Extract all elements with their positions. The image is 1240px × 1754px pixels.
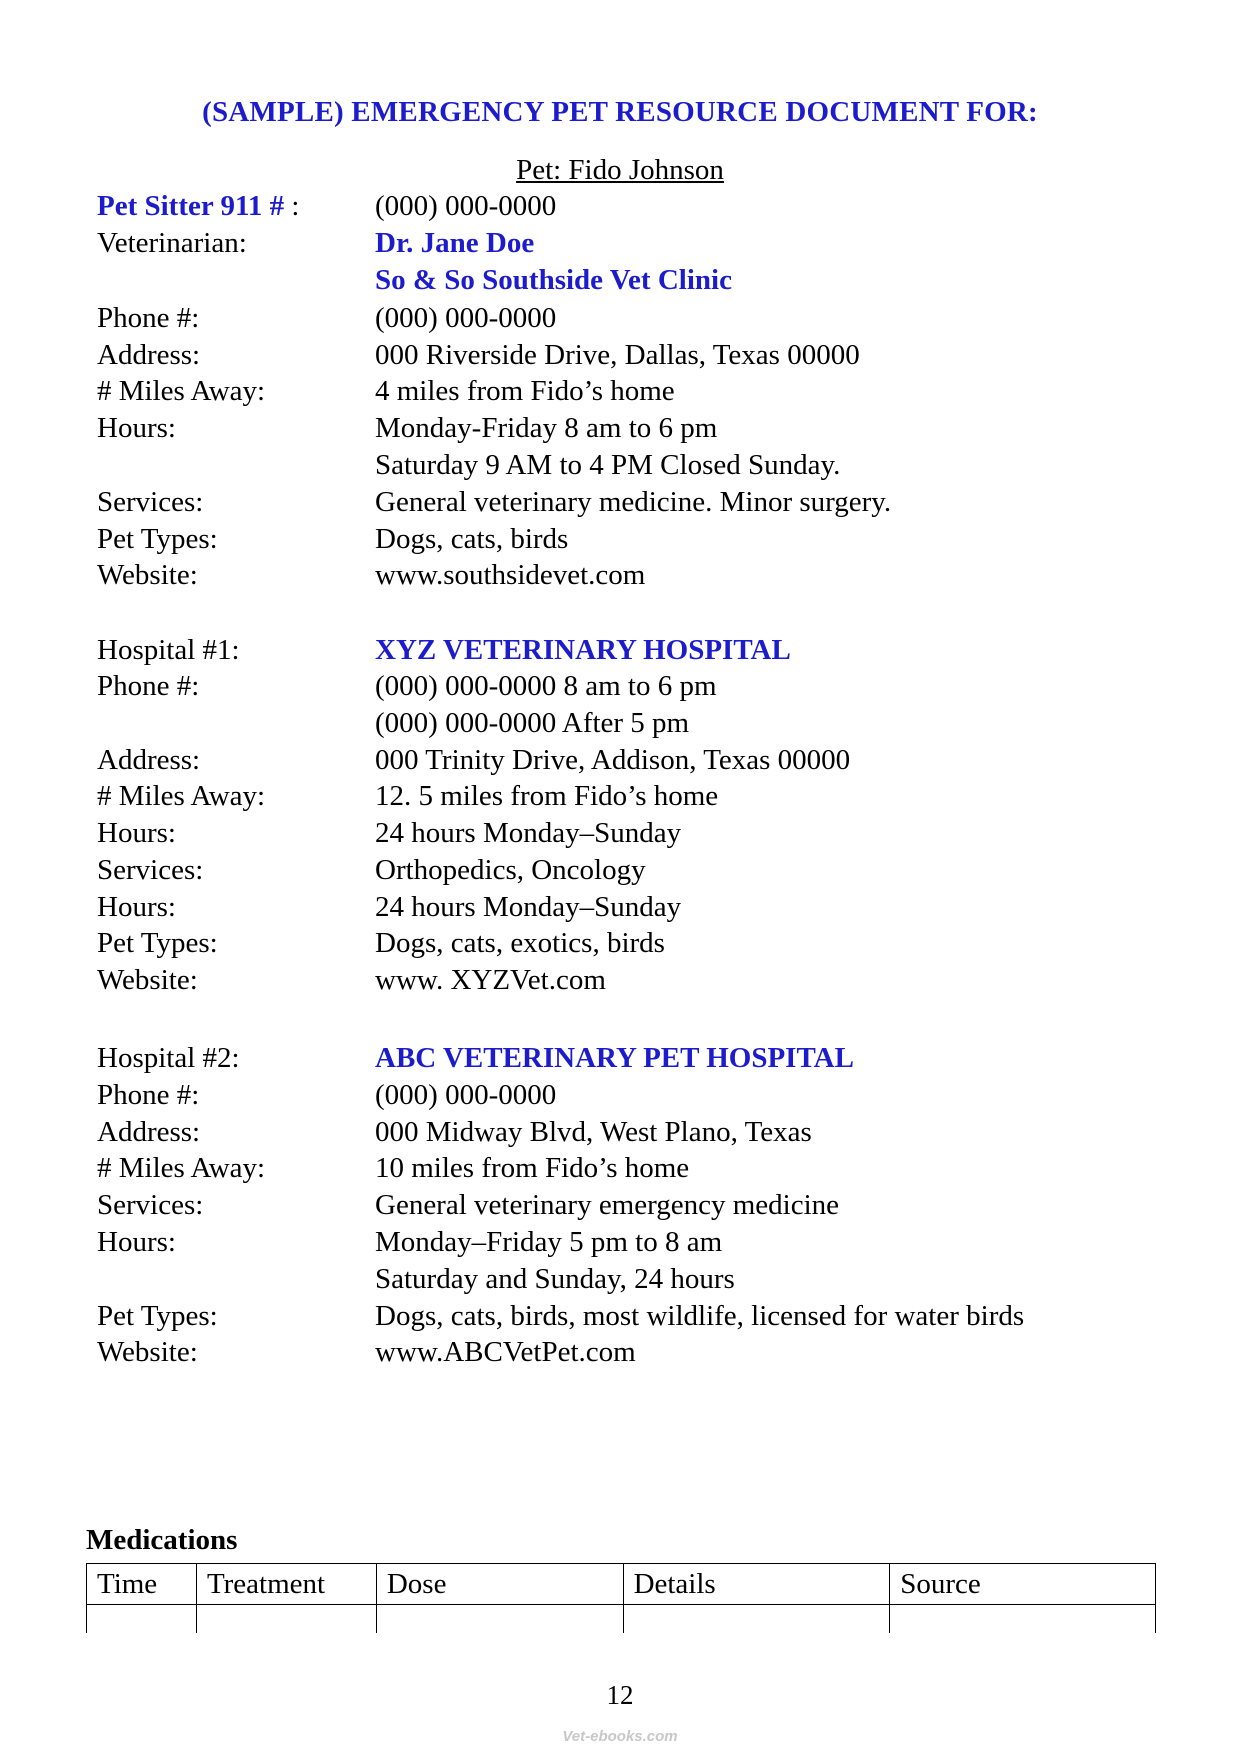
hospital-2-address-label: Address: [97,1116,201,1148]
hospital-2-services-row [97,1187,1177,1223]
hospital-1-pet-types-row [97,925,1177,961]
hospital-2-services-label: Services: [97,1189,204,1221]
vet-website-label: Website: [97,559,198,591]
hospital-2-hours-label: Hours: [97,1226,176,1258]
hospital-2-name: ABC VETERINARY PET HOSPITAL [375,1042,854,1074]
hospital-2-address: 000 Midway Blvd, West Plano, Texas [375,1116,812,1148]
vet-pet-types-row [97,521,1177,557]
column-header-dose: Dose [376,1564,623,1605]
vet-website-row [97,557,1177,593]
hospital-1-phone-row-2 [97,705,1177,741]
vet-phone-row [97,300,1177,336]
vet-services: General veterinary medicine. Minor surgery. [375,486,892,518]
hospital-1-phone-label: Phone #: [97,670,200,702]
hospital-2-phone-label: Phone #: [97,1079,200,1111]
column-header-time: Time [87,1564,197,1605]
document-title: (SAMPLE) EMERGENCY PET RESOURCE DOCUMENT FOR: [202,96,1038,128]
table-cell[interactable] [196,1605,376,1634]
table-cell[interactable] [623,1605,890,1634]
hospital-2-hours-1: Monday–Friday 5 pm to 8 am [375,1226,723,1258]
hospital-1-address-label: Address: [97,744,201,776]
hospital-1-miles-label: # Miles Away: [97,780,266,812]
vet-pet-types: Dogs, cats, birds [375,523,569,555]
hospital-1-phone-1: (000) 000-0000 8 am to 6 pm [375,670,717,702]
vet-address-row [97,337,1177,373]
vet-miles-row [97,373,1177,409]
hospital-2-miles-label: # Miles Away: [97,1152,266,1184]
hospital-2-services: General veterinary emergency medicine [375,1189,840,1221]
vet-miles: 4 miles from Fido’s home [375,375,675,407]
hospital-2-pet-types-row [97,1298,1177,1334]
hospital-1-website: www. XYZVet.com [375,964,606,996]
hospital-2-hours-row [97,1224,1177,1260]
vet-services-row [97,484,1177,520]
hospital-1-phone-row [97,668,1177,704]
hospital-1-phone-2: (000) 000-0000 After 5 pm [375,707,690,739]
vet-hours-2: Saturday 9 AM to 4 PM Closed Sunday. [375,449,841,481]
watermark: Vet-ebooks.com [562,1728,678,1745]
page-number: 12 [606,1680,634,1710]
hospital-2-pet-types-label: Pet Types: [97,1300,218,1332]
medications-header-row [87,1564,1156,1605]
hospital-1-address: 000 Trinity Drive, Addison, Texas 00000 [375,744,851,776]
vet-hours-row-2 [97,447,1177,483]
vet-website: www.southsidevet.com [375,559,646,591]
column-header-details: Details [623,1564,890,1605]
column-header-treatment: Treatment [196,1564,376,1605]
hospital-1-name: XYZ VETERINARY HOSPITAL [375,634,791,666]
pet-name: Pet: Fido Johnson [516,154,724,186]
hospital-1-hours-label-2: Hours: [97,891,176,923]
hospital-2-hours-row-2 [97,1261,1177,1297]
hospital-2-website-label: Website: [97,1336,198,1368]
table-cell[interactable] [87,1605,197,1634]
hospital-1-services: Orthopedics, Oncology [375,854,646,886]
vet-services-label: Services: [97,486,204,518]
hospital-1-hours-2: 24 hours Monday–Sunday [375,891,682,923]
hospital-1-miles: 12. 5 miles from Fido’s home [375,780,719,812]
hospital-1-hours-row [97,815,1177,851]
hospital-1-pet-types-label: Pet Types: [97,927,218,959]
sitter-label: Pet Sitter 911 # [97,190,285,222]
vet-hours-row [97,410,1177,446]
vet-address: 000 Riverside Drive, Dallas, Texas 00000 [375,339,860,371]
hospital-2-phone: (000) 000-0000 [375,1079,557,1111]
vet-hours-1: Monday-Friday 8 am to 6 pm [375,412,718,444]
hospital-2-label: Hospital #2: [97,1042,240,1074]
hospital-2-hours-2: Saturday and Sunday, 24 hours [375,1263,735,1295]
hospital-1-pet-types: Dogs, cats, exotics, birds [375,927,665,959]
hospital-2-miles-row [97,1150,1177,1186]
hospital-1-hours-row-2 [97,889,1177,925]
vet-hours-label: Hours: [97,412,176,444]
hospital-1-hours: 24 hours Monday–Sunday [375,817,682,849]
hospital-2-website-row [97,1334,1177,1370]
hospital-1-website-label: Website: [97,964,198,996]
hospital-1-hours-label: Hours: [97,817,176,849]
vet-address-label: Address: [97,339,201,371]
vet-clinic-row [97,262,1177,298]
hospital-2-miles: 10 miles from Fido’s home [375,1152,690,1184]
vet-row [97,225,1177,261]
hospital-2-address-row [97,1114,1177,1150]
table-row [87,1605,1156,1634]
vet-label: Veterinarian: [97,227,247,259]
hospital-1-miles-row [97,778,1177,814]
table-cell[interactable] [376,1605,623,1634]
hospital-1-services-row [97,852,1177,888]
table-cell[interactable] [890,1605,1156,1634]
vet-clinic: So & So Southside Vet Clinic [375,264,732,296]
vet-phone-label: Phone #: [97,302,200,334]
hospital-2-pet-types: Dogs, cats, birds, most wildlife, licensed for water birds [375,1300,1025,1332]
hospital-1-label: Hospital #1: [97,634,240,666]
sitter-label-suffix: : [284,190,300,222]
hospital-1-website-row [97,962,1177,998]
medications-heading: Medications [86,1524,238,1556]
hospital-2-phone-row [97,1077,1177,1113]
vet-pet-types-label: Pet Types: [97,523,218,555]
sitter-row [97,188,1177,224]
medications-table [86,1563,1156,1633]
hospital-2-website: www.ABCVetPet.com [375,1336,636,1368]
hospital-2-row [97,1040,1177,1076]
sitter-phone: (000) 000-0000 [375,190,557,222]
hospital-1-address-row [97,742,1177,778]
vet-miles-label: # Miles Away: [97,375,266,407]
vet-name: Dr. Jane Doe [375,227,535,259]
hospital-1-row [97,632,1177,668]
column-header-source: Source [890,1564,1156,1605]
vet-phone: (000) 000-0000 [375,302,557,334]
hospital-1-services-label: Services: [97,854,204,886]
